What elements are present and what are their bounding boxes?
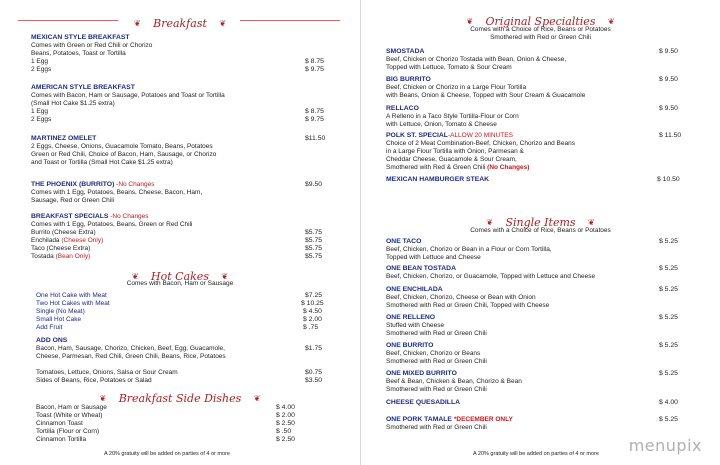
item-name: ONE RELLENO (386, 314, 436, 321)
item-price: $ 4.50 (303, 308, 322, 315)
item-price: $ 2.00 (276, 412, 295, 419)
item-option: 1 Egg (31, 108, 48, 115)
item-price: $ 10.25 (301, 300, 324, 307)
item-name: POLK ST. SPECIAL (386, 132, 448, 139)
item-price: $ 5.25 (659, 238, 678, 245)
item-price: $7.25 (305, 292, 323, 299)
list-item: Tostada (Bean Only) (31, 253, 91, 260)
item-price: $3.50 (305, 377, 323, 384)
no-changes-note: -No Changes (110, 213, 149, 220)
item-desc: Cheese, Parmesan, Red Chili, Green Chili, Beans, Rice, Potatoes (36, 353, 226, 360)
item-price: $5.75 (305, 229, 323, 236)
item-name: ONE TACO (386, 238, 422, 245)
item-name: CHEESE QUESADILLA (386, 399, 461, 406)
item-price: $ 2.00 (303, 316, 322, 323)
item-desc: Cheddar Cheese, Guacamole & Sour Cream, (386, 156, 517, 163)
breakfast-title: Breakfast (153, 17, 207, 30)
item-price: $ 5.25 (659, 314, 678, 321)
item-desc: Topped with Lettuce and Cheese (386, 254, 481, 261)
item-desc: 2 Eggs, Cheese, Onions, Guacamole Tomato, Beans, Potatoes (31, 143, 213, 150)
hot-cakes-title: Hot Cakes (151, 270, 209, 283)
item-desc: in a Large Flour Tortilla with Onion, Parmesan & (386, 148, 524, 155)
item-name: BREAKFAST SPECIALS (31, 213, 109, 220)
ornament-icon: ❦ (219, 19, 227, 28)
item-desc: Beans, Potatoes, Toast or Tortilla (31, 50, 126, 57)
ornament-icon: ❦ (99, 394, 107, 403)
item-desc: Comes with 1 Egg, Potatoes, Beans, Cheese, Bacon, Ham, (31, 189, 203, 196)
item-desc: Beef, Chicken, Chorizo or Beans (386, 350, 481, 357)
item-price: $ .50 (276, 428, 292, 435)
item-price: $ 9.75 (305, 66, 324, 73)
item-name: ONE ENCHILADA (386, 286, 443, 293)
single-items-subtitle: Comes with a Choice of Rice, Beans or Potatoes (470, 227, 611, 234)
item-desc: Comes with Green or Red Chili or Chorizo (31, 42, 153, 49)
item-desc: Beef & Bean, Chicken & Bean, Chorizo & Bean (386, 378, 522, 385)
item-desc: Beef, Chicken or Chorizo Tostada with Bean, Onion & Cheese, (386, 56, 567, 63)
item-option: 1 Egg (31, 58, 48, 65)
item-desc: with Beans, Onion & Cheese, Topped with Sour Cream & Guacamole (386, 92, 586, 99)
item-price: $ 5.25 (659, 416, 678, 423)
item-name: RELLACO (386, 105, 419, 112)
ornament-icon: ❦ (607, 17, 615, 26)
no-changes-note: -No Changes (116, 181, 155, 188)
item-name: THE PHOENIX (BURRITO) (31, 181, 115, 188)
ornament-icon: ❦ (466, 17, 474, 26)
list-item: Add Fruit (36, 324, 63, 331)
item-price: $ 5.25 (659, 265, 678, 272)
item-desc: Green or Red Chili, Choice of Bacon, Ham, Sausage, or Chorizo (31, 151, 217, 158)
gratuity-note: A 20% gratuity will be added on parties of 4 or more (104, 451, 230, 457)
item-name: ONE MIXED BURRITO (386, 370, 457, 377)
list-item: Small Hot Cake (36, 316, 82, 323)
item-name: AMERICAN STYLE BREAKFAST (31, 84, 135, 91)
item-price: $ 8.75 (305, 108, 324, 115)
ornament-icon: ❦ (486, 218, 494, 227)
item-price: $ 9.50 (659, 105, 678, 112)
item-name: ONE PORK TAMALE (386, 416, 454, 423)
item-price: $ 5.25 (659, 342, 678, 349)
item-desc: Smothered with Red & Green Chili (No Changes) (386, 164, 530, 171)
item-desc: (Small Hot Cake $1.25 extra) (31, 100, 115, 107)
item-desc: A Relleno in a Taco Style Tortilla-Flour or Corn (386, 113, 519, 120)
item-price: $ 2.50 (276, 420, 295, 427)
list-item: One Hot Cake with Meat (36, 292, 107, 299)
ornament-icon: ❦ (131, 272, 139, 281)
side-dishes-title: Breakfast Side Dishes (118, 392, 242, 405)
item-price: $5.75 (305, 245, 323, 252)
december-only-note: *DECEMBER ONLY (453, 416, 513, 423)
gratuity-note: A 20% gratuity will be added on parties of 4 or more (473, 451, 599, 457)
item-desc: Topped with Lettuce, Tomato & Sour Cream (386, 64, 512, 71)
hot-cakes-subtitle: Comes with Bacon, Ham or Sausage (126, 280, 234, 287)
item-desc: Choice of 2 Meat Combination-Beef, Chicken, Chorizo and Beans (386, 140, 575, 147)
list-item: Single (No Meat) (36, 308, 85, 315)
item-price: $ 4.00 (659, 399, 678, 406)
item-name: ADD ONS (36, 337, 68, 344)
item-price: $11.50 (305, 135, 326, 142)
item-price: $ .75 (303, 324, 319, 331)
item-desc: Comes with Bacon, Ham or Sausage, Potatoes and Toast or Tortilla (31, 92, 225, 99)
list-item: Cinnamon Tortilla (36, 436, 87, 443)
item-price: $ 4.00 (276, 404, 295, 411)
item-price: $ 9.50 (659, 48, 678, 55)
item-price: $1.75 (305, 345, 323, 352)
ornament-icon: ❦ (221, 272, 229, 281)
item-option: 2 Eggs (31, 116, 52, 123)
item-price: $ 11.50 (659, 132, 682, 139)
no-changes-note: (No Changes) (487, 164, 530, 171)
item-price: $5.75 (305, 237, 323, 244)
item-desc: Comes with 1 Egg, Potatoes, Beans, Green or Red Chili (31, 221, 193, 228)
item-name: SMOSTADA (386, 48, 425, 55)
ornament-icon: ❦ (133, 19, 141, 28)
item-price: $ 2.50 (276, 436, 295, 443)
item-desc: Smothered with Red or Green Chili (386, 424, 487, 431)
item-desc: Stuffed with Cheese (386, 322, 445, 329)
item-desc: Bacon, Ham, Sausage, Chorizo, Chicken, Beef, Egg, Guacamole, (36, 345, 225, 352)
ornament-icon: ❦ (587, 218, 595, 227)
breakfast-header (0, 14, 360, 32)
ornament-icon: ❦ (253, 394, 261, 403)
single-items-title: Single Items (505, 216, 576, 229)
item-price: $5.75 (305, 253, 323, 260)
specialties-subtitle: Comes with a Choice of Rice, Beans or Potatoes (470, 26, 611, 33)
item-desc: Smothered with Red or Green Chili (386, 386, 487, 393)
item-price: $ 9.75 (305, 116, 324, 123)
list-item: Bacon, Ham or Sausage (36, 404, 107, 411)
item-desc: Sides of Beans, Rice, Potatoes or Salad (36, 377, 152, 384)
right-column (361, 0, 720, 465)
list-item: Burrito (Cheese Extra) (31, 229, 96, 236)
item-desc: Beef, Chicken, Chorizo, or Guacamole, Topped with Lettuce and Cheese (386, 273, 596, 280)
list-item: Two Hot Cakes with Meat (36, 300, 110, 307)
item-desc: Smothered with Red or Green Chili, Topped with Cheese (386, 302, 550, 309)
item-name: ONE BEAN TOSTADA (386, 265, 456, 272)
menupix-watermark: menupix (628, 436, 702, 455)
specialties-title: Original Specialties (485, 15, 596, 28)
item-price: $ 10.50 (657, 176, 680, 183)
item-name: ONE BURRITO (386, 342, 434, 349)
item-option: 2 Eggs (31, 66, 52, 73)
item-desc: Beef, Chicken, Chorizo, Cheese or Bean with Onion (386, 294, 536, 301)
item-desc: and Toast or Tortilla (Small Hot Cake $1.25 extra) (31, 159, 173, 166)
item-desc: Beef, Chicken, Chorizo or Bean in a Flour or Corn Tortilla, (386, 246, 552, 253)
item-price: $ 5.25 (659, 370, 678, 377)
item-desc: Smothered with Red or Green Chili (386, 330, 487, 337)
item-name: MEXICAN STYLE BREAKFAST (31, 34, 130, 41)
item-name: BIG BURRITO (386, 76, 431, 83)
item-price: $ 8.75 (305, 58, 324, 65)
item-desc: Tomatoes, Lettuce, Onions, Salsa or Sour Cream (36, 369, 178, 376)
item-price: $0.75 (305, 369, 323, 376)
item-price: $ 5.25 (659, 286, 678, 293)
item-desc: Beef, Chicken or Chorizo in a Large Flour Tortilla (386, 84, 527, 91)
list-item: Enchilada (Cheese Only) (31, 237, 104, 244)
item-desc: with Lettuce, Onion, Tomato & Cheese (386, 121, 497, 128)
item-price: $9.50 (305, 181, 323, 188)
list-item: Taco (Cheese Extra) (31, 245, 91, 252)
allow-time-note: -ALLOW 20 MINUTES (447, 132, 513, 139)
list-item: Cinnamon Toast (36, 420, 83, 427)
item-desc: Sausage, Red or Green Chili (31, 197, 115, 204)
item-price: $ 9.50 (659, 76, 678, 83)
item-desc: Smothered with Red or Green Chili (386, 358, 487, 365)
list-item: Tortilla (Flour or Corn) (36, 428, 100, 435)
item-name: MEXICAN HAMBURGER STEAK (386, 176, 490, 183)
item-name: MARTINEZ OMELET (31, 135, 97, 142)
specialties-subtitle: Smothered with Red or Green Chili (490, 34, 591, 41)
list-item: Toast (White or Wheat) (36, 412, 103, 419)
